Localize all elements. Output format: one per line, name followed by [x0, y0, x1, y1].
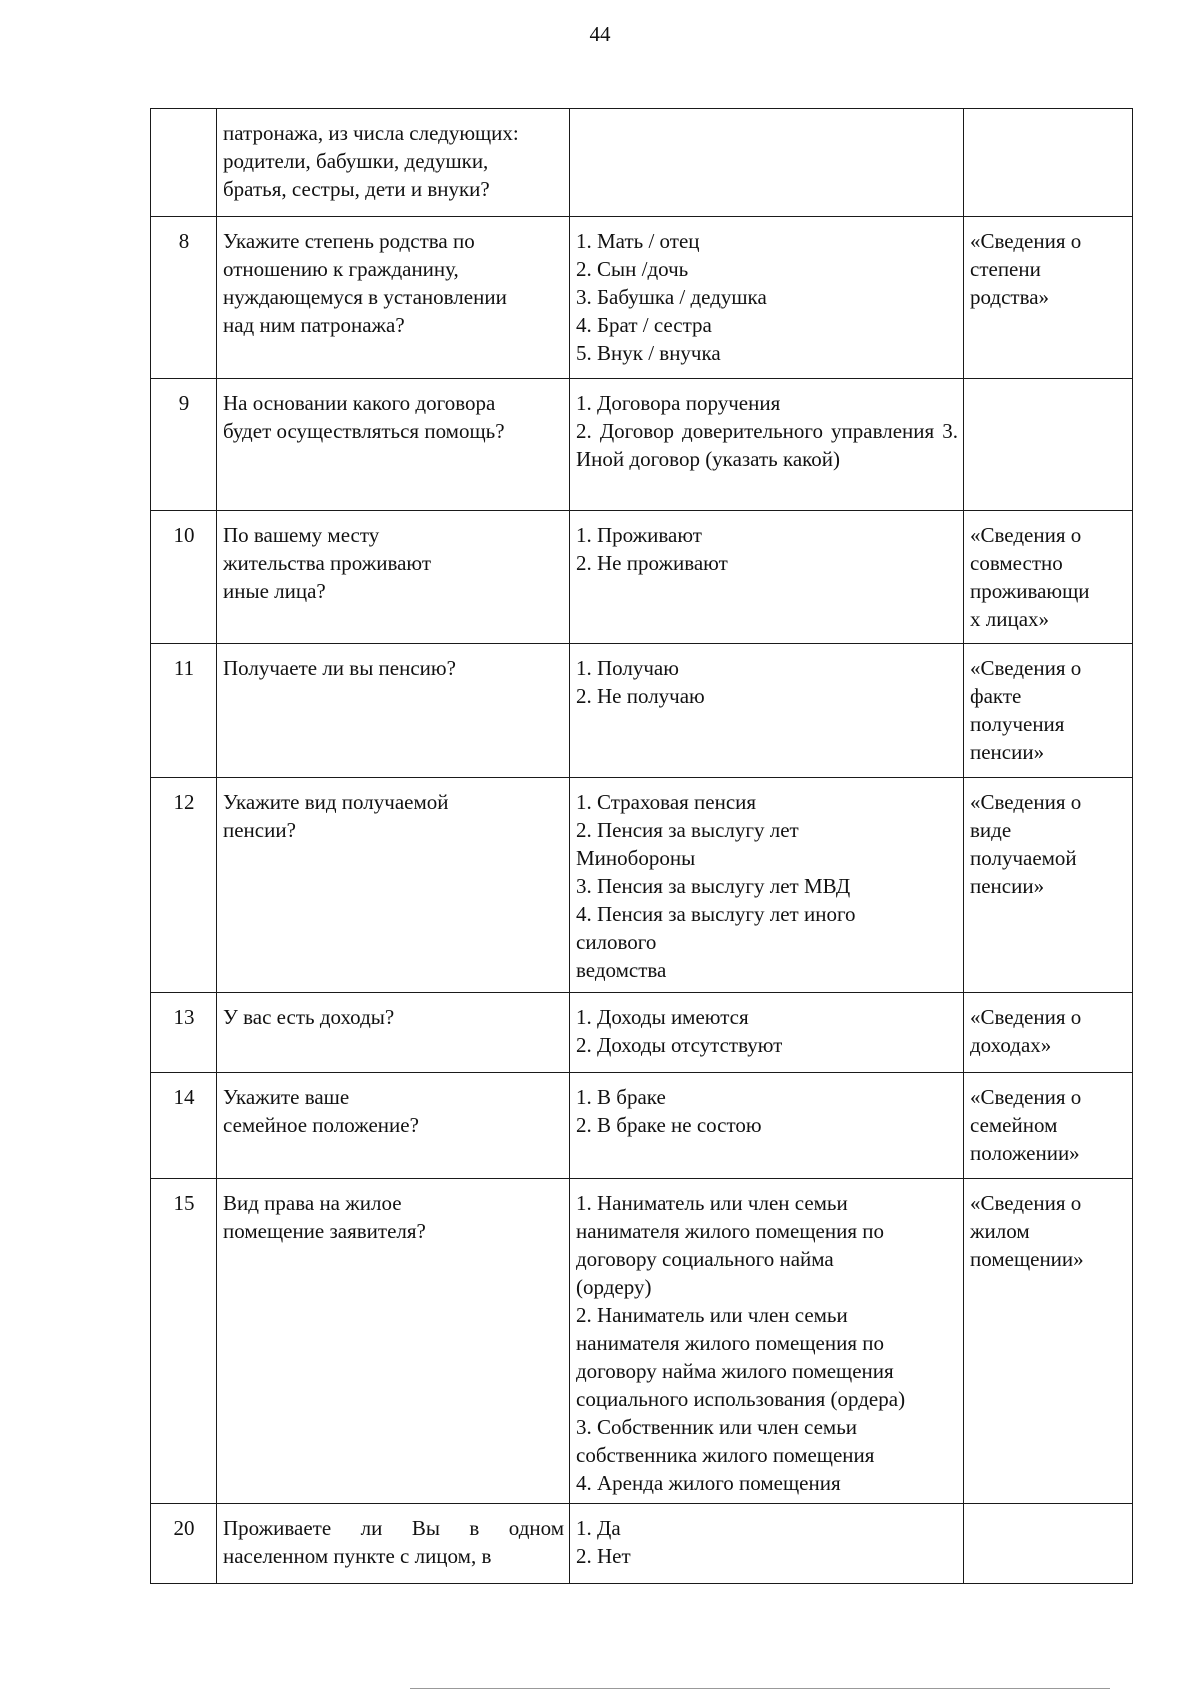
question-line: иные лица?	[223, 579, 326, 603]
answer-options-line: договору социального найма	[576, 1247, 834, 1271]
info-category-line: «Сведения о	[970, 1085, 1082, 1109]
question-line: пенсии?	[223, 818, 296, 842]
answer-options-line: 2. Сын /дочь	[576, 257, 689, 281]
info-category-line: «Сведения о	[970, 1191, 1082, 1215]
info-category-cell	[964, 1179, 1133, 1504]
info-category-line: «Сведения о	[970, 656, 1082, 680]
answer-options-line: 4. Брат / сестра	[576, 313, 712, 337]
question-line: По вашему месту	[223, 523, 380, 547]
table-row	[151, 778, 1133, 993]
table-row	[151, 1179, 1133, 1504]
answer-options-line: силового	[576, 930, 657, 954]
answer-options-line: 4. Пенсия за выслугу лет иного	[576, 902, 856, 926]
answer-options-line: 5. Внук / внучка	[576, 341, 721, 365]
page-number: 44	[589, 22, 611, 46]
info-category-cell	[964, 379, 1133, 511]
question-line: На основании какого договора	[223, 391, 496, 415]
info-category-line: пенсии»	[970, 874, 1045, 898]
table-row	[151, 379, 1133, 511]
info-category-cell	[964, 1504, 1133, 1584]
answer-options-line: нанимателя жилого помещения по	[576, 1331, 884, 1355]
answer-options-line: 2. В браке не состою	[576, 1113, 762, 1137]
question-line: отношению к гражданину,	[223, 257, 459, 281]
info-category-line: получаемой	[970, 846, 1077, 870]
question-cell	[217, 1504, 570, 1584]
answer-options-cell	[570, 109, 964, 217]
info-category-line: семейном	[970, 1113, 1058, 1137]
question-line: У вас есть доходы?	[223, 1005, 395, 1029]
answer-options-line: социального использования (ордера)	[576, 1387, 906, 1411]
answer-options-line: 1. В браке	[576, 1085, 666, 1109]
answer-options-line: 1. Страховая пенсия	[576, 790, 757, 814]
answer-options-line: 1. Мать / отец	[576, 229, 700, 253]
row-number-cell: 14	[151, 1073, 217, 1179]
answer-options-line: 2. Пенсия за выслугу лет	[576, 818, 799, 842]
answer-options-cell	[570, 511, 964, 644]
info-category-line: родства»	[970, 285, 1050, 309]
row-number-cell: 20	[151, 1504, 217, 1584]
question-line: Укажите вид получаемой	[223, 790, 449, 814]
answer-options-line: договору найма жилого помещения	[576, 1359, 894, 1383]
answer-options-line: ведомства	[576, 958, 667, 982]
answer-options-line: 3. Собственник или член семьи	[576, 1415, 858, 1439]
row-number-cell: 12	[151, 778, 217, 993]
info-category-line: «Сведения о	[970, 790, 1082, 814]
answer-options-line: 1. Проживают	[576, 523, 702, 547]
answer-options-cell	[570, 993, 964, 1073]
question-cell	[217, 511, 570, 644]
question-cell	[217, 217, 570, 379]
table-row	[151, 1504, 1133, 1584]
answer-options-cell	[570, 644, 964, 778]
info-category-cell	[964, 109, 1133, 217]
question-cell	[217, 109, 570, 217]
row-number-cell: 11	[151, 644, 217, 778]
answer-options-line: собственника жилого помещения	[576, 1443, 875, 1467]
answer-options-cell	[570, 1179, 964, 1504]
question-line: Укажите ваше	[223, 1085, 350, 1109]
row-number-cell: 13	[151, 993, 217, 1073]
question-line: Проживаете ли Вы в одном населенном пункте с лицом, в	[223, 1516, 570, 1568]
table-row	[151, 644, 1133, 778]
question-line: семейное положение?	[223, 1113, 419, 1137]
question-line: патронажа, из числа следующих:	[223, 121, 519, 145]
answer-options-cell	[570, 1073, 964, 1179]
info-category-line: положении»	[970, 1141, 1080, 1165]
answer-options-line: 1. Да	[576, 1516, 621, 1540]
answer-options-line: 3. Пенсия за выслугу лет МВД	[576, 874, 851, 898]
questionnaire-table	[150, 108, 1133, 1584]
question-cell	[217, 379, 570, 511]
answer-options-line: 2. Доходы отсутствуют	[576, 1033, 783, 1057]
info-category-line: степени	[970, 257, 1041, 281]
question-line: родители, бабушки, дедушки,	[223, 149, 489, 173]
question-line: Укажите степень родства по	[223, 229, 475, 253]
info-category-line: жилом	[970, 1219, 1030, 1243]
info-category-line: «Сведения о	[970, 523, 1082, 547]
answer-options-line: 2. Не получаю	[576, 684, 705, 708]
info-category-cell	[964, 993, 1133, 1073]
table-row	[151, 217, 1133, 379]
question-line: Получаете ли вы пенсию?	[223, 656, 456, 680]
row-number-cell: 15	[151, 1179, 217, 1504]
question-line: будет осуществляться помощь?	[223, 419, 505, 443]
question-line: жительства проживают	[223, 551, 432, 575]
info-category-cell	[964, 1073, 1133, 1179]
answer-options-cell	[570, 778, 964, 993]
table-row	[151, 511, 1133, 644]
bottom-rule	[410, 1688, 1110, 1689]
info-category-cell	[964, 217, 1133, 379]
info-category-line: помещении»	[970, 1247, 1084, 1271]
answer-options-line: 1. Договора поручения	[576, 391, 781, 415]
question-cell	[217, 1073, 570, 1179]
question-cell	[217, 778, 570, 993]
info-category-line: получения	[970, 712, 1065, 736]
answer-options-line: 2. Договор доверительного управления 3. Иной договор (указать какой)	[576, 419, 964, 471]
row-number-cell: 10	[151, 511, 217, 644]
question-line: над ним патронажа?	[223, 313, 405, 337]
answer-options-cell	[570, 1504, 964, 1584]
info-category-line: «Сведения о	[970, 1005, 1082, 1029]
answer-options-line: 2. Не проживают	[576, 551, 728, 575]
info-category-line: пенсии»	[970, 740, 1045, 764]
question-cell	[217, 644, 570, 778]
answer-options-line: 1. Получаю	[576, 656, 679, 680]
info-category-line: совместно	[970, 551, 1063, 575]
answer-options-line: нанимателя жилого помещения по	[576, 1219, 884, 1243]
info-category-line: доходах»	[970, 1033, 1052, 1057]
question-cell	[217, 993, 570, 1073]
question-line: помещение заявителя?	[223, 1219, 426, 1243]
info-category-cell	[964, 644, 1133, 778]
answer-options-line: 1. Наниматель или член семьи	[576, 1191, 848, 1215]
question-line: братья, сестры, дети и внуки?	[223, 177, 490, 201]
row-number-cell	[151, 109, 217, 217]
info-category-line: х лицах»	[970, 607, 1050, 631]
answer-options-line: 2. Наниматель или член семьи	[576, 1303, 848, 1327]
info-category-line: проживающи	[970, 579, 1090, 603]
answer-options-line: Минобороны	[576, 846, 696, 870]
row-number-cell: 8	[151, 217, 217, 379]
info-category-cell	[964, 778, 1133, 993]
answer-options-line: (ордеру)	[576, 1275, 652, 1299]
answer-options-line: 1. Доходы имеются	[576, 1005, 749, 1029]
answer-options-cell	[570, 379, 964, 511]
table-row	[151, 1073, 1133, 1179]
question-line: нуждающемуся в установлении	[223, 285, 507, 309]
question-line: Вид права на жилое	[223, 1191, 402, 1215]
answer-options-line: 4. Аренда жилого помещения	[576, 1471, 841, 1495]
info-category-line: факте	[970, 684, 1022, 708]
answer-options-cell	[570, 217, 964, 379]
info-category-line: виде	[970, 818, 1012, 842]
row-number-cell: 9	[151, 379, 217, 511]
info-category-cell	[964, 511, 1133, 644]
table-row	[151, 109, 1133, 217]
table-row	[151, 993, 1133, 1073]
answer-options-line: 2. Нет	[576, 1544, 631, 1568]
answer-options-line: 3. Бабушка / дедушка	[576, 285, 767, 309]
info-category-line: «Сведения о	[970, 229, 1082, 253]
table-body	[151, 109, 1133, 1584]
question-cell	[217, 1179, 570, 1504]
